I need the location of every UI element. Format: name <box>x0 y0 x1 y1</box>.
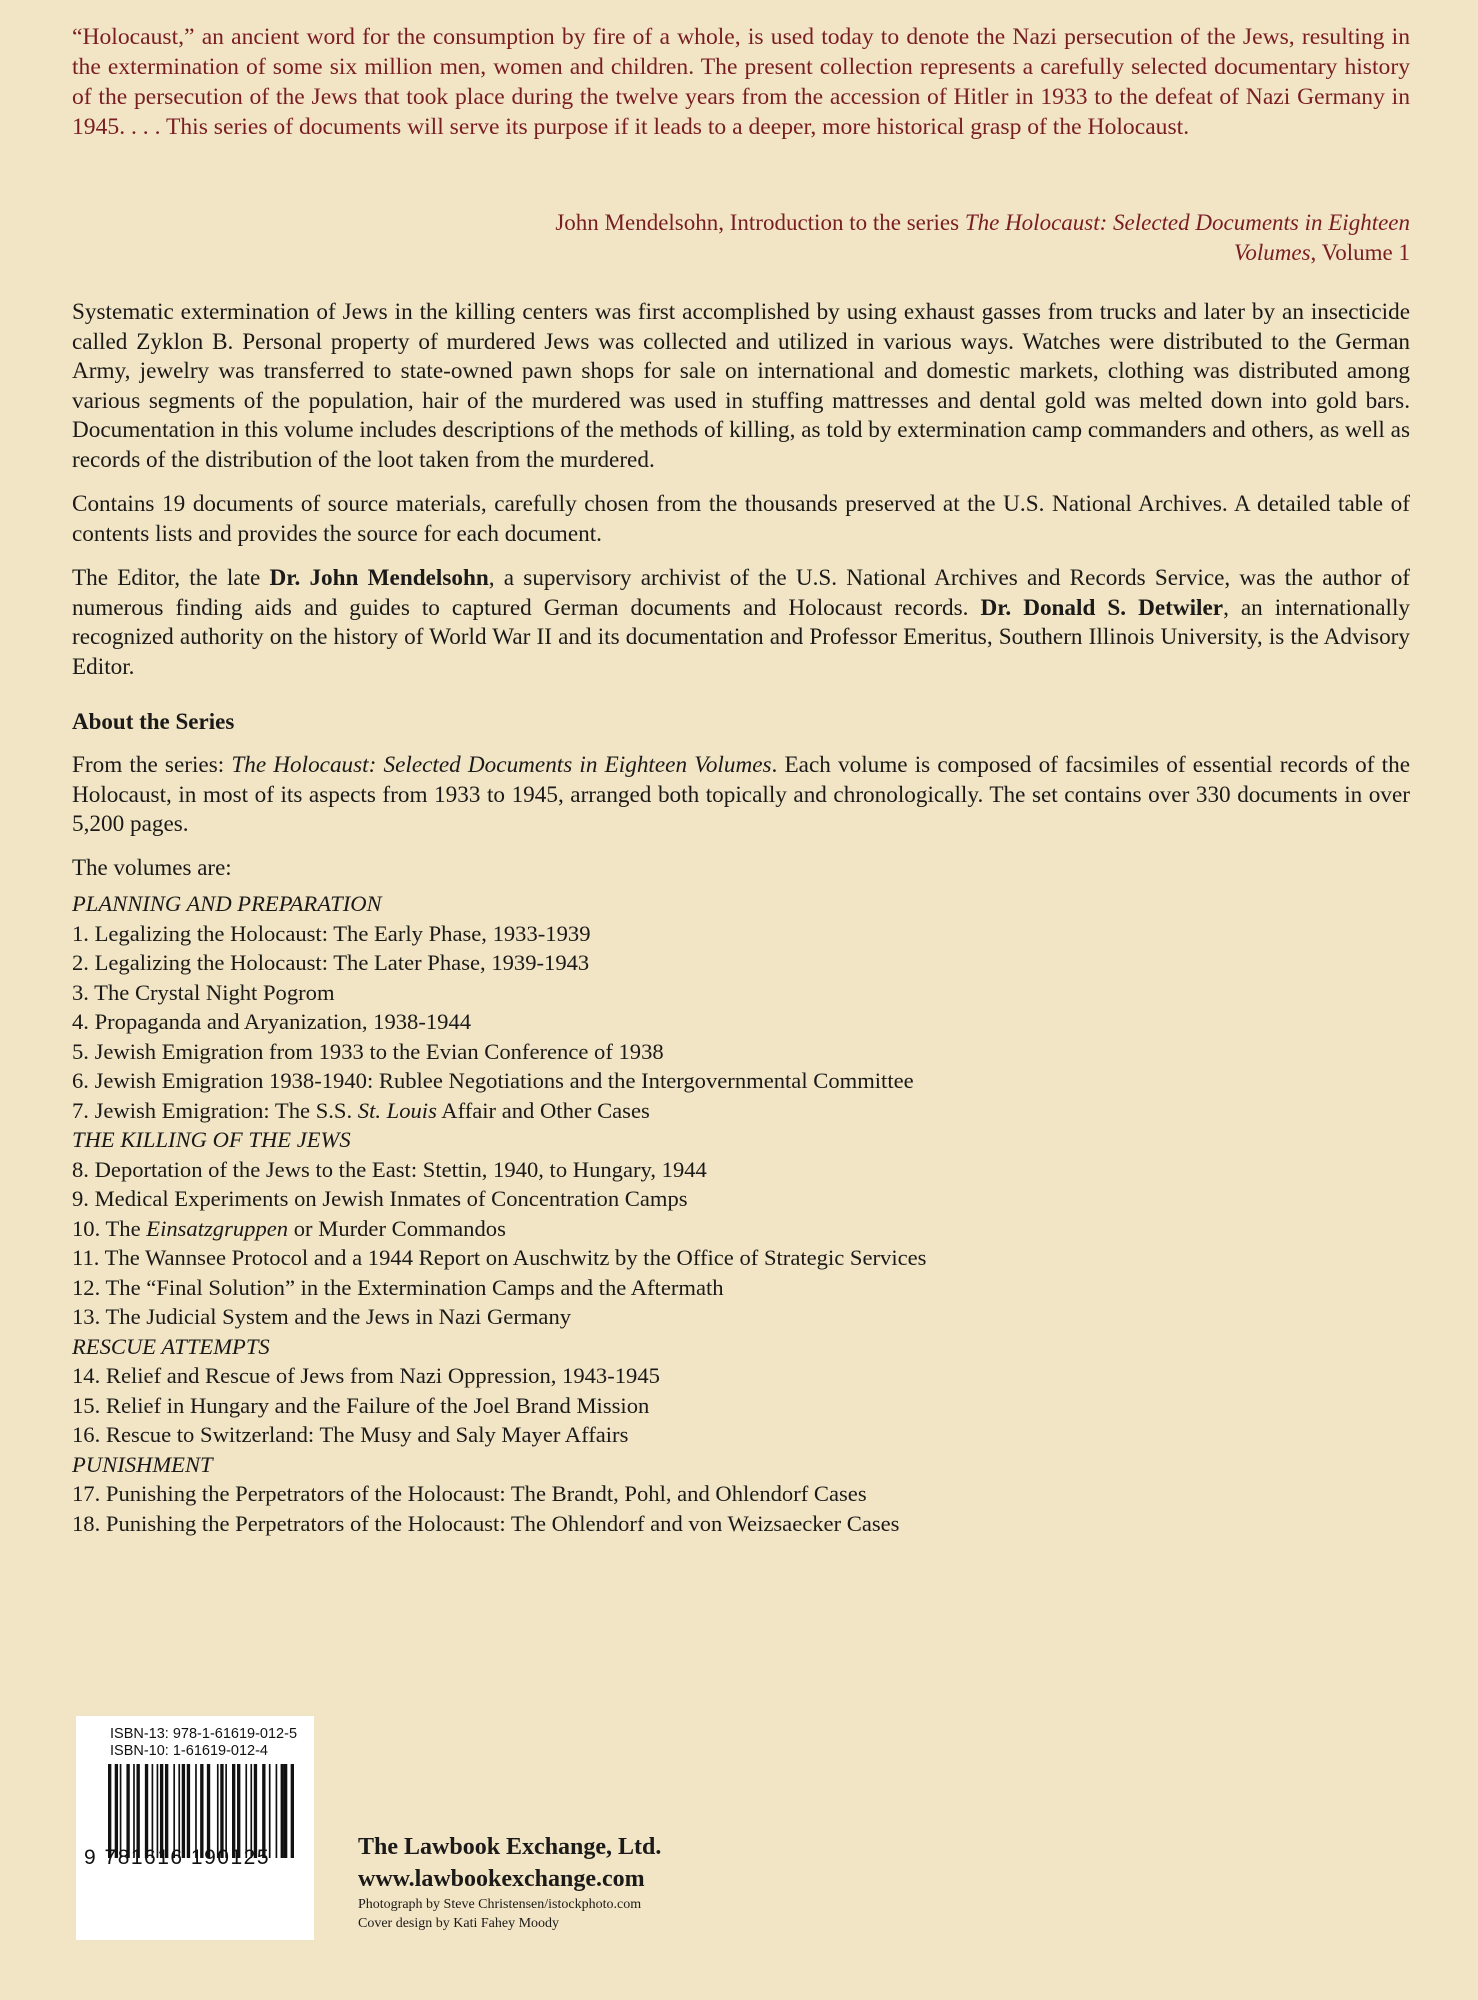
publisher-url: www.lawbookexchange.com <box>358 1866 645 1892</box>
volume-item-text: 2. Legalizing the Holocaust: The Later Phase, 1939-1943 <box>72 950 590 975</box>
volumes-intro: The volumes are: <box>72 855 232 880</box>
barcode-bar <box>152 1764 154 1858</box>
series-intro-prefix: From the series: <box>72 752 232 778</box>
volume-item-text-tail: or Murder Commandos <box>288 1215 506 1241</box>
volume-item-text: 6. Jewish Emigration 1938-1940: Rublee Negotiations and the Intergovernmental Committee <box>72 1068 914 1093</box>
volume-section-title: PUNISHMENT <box>72 1451 213 1477</box>
barcode-bar <box>291 1764 294 1858</box>
volume-item-text: 3. The Crystal Night Pogrom <box>72 979 335 1005</box>
barcode-bar <box>225 1764 227 1858</box>
volume-item <box>72 1273 1410 1303</box>
barcode-bar <box>173 1764 175 1858</box>
volume-item-text: 5. Jewish Emigration from 1933 to the Evian Conference of 1938 <box>72 1038 664 1064</box>
volume-item-text: 1. Legalizing the Holocaust: The Early Phase, 1933-1939 <box>72 920 591 946</box>
barcode-bar <box>200 1764 203 1858</box>
editor-prefix: The Editor, the late <box>72 565 270 591</box>
volume-item <box>72 1509 1410 1539</box>
volume-item-text: 7. Jewish Emigration: The S.S. <box>72 1097 358 1123</box>
barcode-bar <box>232 1764 235 1858</box>
volume-item-emphasis: Einsatzgruppen <box>146 1215 289 1241</box>
volume-item <box>72 1184 1410 1214</box>
isbn-13: ISBN-13: 978-1-61619-012-5 <box>110 1726 298 1742</box>
volume-item <box>72 1243 1410 1273</box>
volume-item <box>72 1007 1410 1037</box>
volume-item <box>72 1214 1410 1244</box>
volume-item-text: 4. Propaganda and Aryanization, 1938-1944 <box>72 1009 472 1034</box>
barcode-bar <box>182 1764 185 1858</box>
series-intro-suffix: . Each volume is composed of facsimiles of essential records of the Holocaust, in most of its aspects from 1933 to 1945, arranged both topically and chronologically. The set contains over 330 documents in over 5,200 pages. <box>72 752 1410 837</box>
advisor-suffix: , an internationally recognized authority on the history of World War II and its documentation and Professor Emeritus, Southern Illinois University, is the Advisory Editor. <box>72 594 1410 680</box>
volume-item <box>72 1155 1410 1185</box>
barcode-graphic <box>106 1764 296 1858</box>
barcode-bar <box>120 1764 122 1858</box>
publisher-name: The Lawbook Exchange, Ltd. <box>358 1834 662 1860</box>
volume-item-text: 11. The Wannsee Protocol and a 1944 Report on Auschwitz by the Office of Strategic Services <box>72 1245 927 1270</box>
barcode-bar <box>245 1764 247 1858</box>
isbn-10: ISBN-10: 1-61619-012-4 <box>110 1743 268 1759</box>
volume-item-text: 16. Rescue to Switzerland: The Musy and Saly Mayer Affairs <box>72 1422 629 1447</box>
volume-item <box>72 948 1410 978</box>
barcode-bar <box>145 1764 148 1858</box>
attribution-title: The Holocaust: Selected Documents in Eighteen Volumes <box>964 210 1410 265</box>
barcode-bar <box>165 1764 168 1858</box>
volume-list <box>72 889 1410 1538</box>
editor-name: Dr. John Mendelsohn <box>269 565 489 591</box>
volume-item <box>72 1420 1410 1450</box>
series-intro <box>72 751 1410 840</box>
barcode-bar <box>269 1764 271 1858</box>
isbn-barcode-box <box>76 1716 314 1940</box>
volume-item-text: 8. Deportation of the Jews to the East: Stettin, 1940, to Hungary, 1944 <box>72 1156 707 1182</box>
volume-item-text: 10. The <box>72 1215 147 1241</box>
barcode-bar <box>115 1764 118 1858</box>
epigraph-quote: “Holocaust,” an ancient word for the consumption by fire of a whole, is used today to denote the Nazi persecution of the Jews, resulting in the extermination of some six million men, women and children. The present collection represents a carefully selected documentary history of the persecution of the Jews that took place during the twelve years from the accession of Hitler in 1933 to the defeat of Nazi Germany in 1945. . . . This series of documents will serve its purpose if it leads to a deeper, more historical grasp of the Holocaust. <box>72 24 1410 140</box>
barcode-bar <box>195 1764 197 1858</box>
barcode-bar <box>108 1764 111 1858</box>
volume-section-title: PLANNING AND PREPARATION <box>72 891 382 916</box>
barcode-bar <box>136 1764 139 1858</box>
barcode-bar <box>178 1764 180 1858</box>
volume-item <box>72 1391 1410 1421</box>
barcode-bar <box>217 1764 219 1858</box>
volume-item-text: 18. Punishing the Perpetrators of the Holocaust: The Ohlendorf and von Weizsaecker Cases <box>72 1510 900 1536</box>
epigraph-attribution <box>510 208 1410 268</box>
barcode-bar <box>187 1764 190 1858</box>
editor-middle: , a supervisory archivist of the U.S. National Archives and Records Service, was the author of numerous finding aids and guides to captured German documents and Holocaust records. <box>72 565 1411 621</box>
barcode-bar <box>250 1764 252 1858</box>
description-paragraph-2: Contains 19 documents of source materials, carefully chosen from the thousands preserved at the U.S. National Archives. A detailed table of contents lists and provides the source for each document. <box>72 491 1410 547</box>
advisor-name: Dr. Donald S. Detwiler <box>980 594 1224 621</box>
barcode-bar <box>133 1764 135 1858</box>
attribution-prefix: John Mendelsohn, Introduction to the series <box>555 210 965 235</box>
volume-item-text-tail: Affair and Other Cases <box>436 1097 650 1123</box>
description-paragraph-1: Systematic extermination of Jews in the killing centers was first accomplished by using exhaust gasses from trucks and later by an insecticide called Zyklon B. Personal property of murdered Jews was collected and utilized in various ways. Watches were distributed to the German Army, jewelry was transferred to state-owned pawn shops for sale on international and domestic markets, clothing was distributed among various segments of the population, hair of the murdered was used in stuffing mattresses and dental gold was melted down into gold bars. Documentation in this volume includes descriptions of the methods of killing, as told by extermination camp commanders and others, as well as records of the distribution of the loot taken from the murdered. <box>72 299 1410 473</box>
publisher-block <box>358 1831 661 1933</box>
photo-credit: Photograph by Steve Christensen/istockphoto.com <box>358 1897 642 1912</box>
volume-item-emphasis: St. Louis <box>357 1097 437 1123</box>
barcode-bar <box>237 1764 240 1858</box>
barcode-bar <box>284 1764 287 1858</box>
volume-item-text: 17. Punishing the Perpetrators of the Holocaust: The Brandt, Pohl, and Ohlendorf Cases <box>72 1481 867 1506</box>
barcode-bar <box>254 1764 257 1858</box>
barcode-bar <box>157 1764 159 1858</box>
volume-item-text: 15. Relief in Hungary and the Failure of the Joel Brand Mission <box>72 1392 650 1418</box>
volume-item <box>72 1096 1410 1126</box>
volume-item <box>72 978 1410 1008</box>
series-intro-title: The Holocaust: Selected Documents in Eighteen Volumes <box>231 752 772 778</box>
volume-item <box>72 1037 1410 1067</box>
volume-item-text: 13. The Judicial System and the Jews in Nazi Germany <box>72 1304 572 1329</box>
volume-item <box>72 1302 1410 1332</box>
barcode-bar <box>281 1764 284 1858</box>
volume-item-text: 12. The “Final Solution” in the Extermination Camps and the Aftermath <box>72 1274 724 1300</box>
volume-item-text: 14. Relief and Rescue of Jews from Nazi Oppression, 1943-1945 <box>72 1363 660 1388</box>
barcode-bar <box>160 1764 163 1858</box>
volume-item <box>72 919 1410 949</box>
barcode-bar <box>220 1764 223 1858</box>
attribution-suffix: , Volume 1 <box>1310 240 1410 265</box>
barcode-bar <box>262 1764 265 1858</box>
volume-section-title: THE KILLING OF THE JEWS <box>72 1127 351 1152</box>
editor-paragraph <box>72 564 1410 682</box>
volume-item <box>72 1066 1410 1096</box>
barcode-bar <box>207 1764 210 1858</box>
volume-item <box>72 1361 1410 1391</box>
design-credit: Cover design by Kati Fahey Moody <box>358 1916 560 1931</box>
volume-item <box>72 1479 1410 1509</box>
volume-item-text: 9. Medical Experiments on Jewish Inmates of Concentration Camps <box>72 1186 688 1211</box>
barcode-bar <box>126 1764 129 1858</box>
about-series-heading: About the Series <box>72 709 235 734</box>
barcode-digits: 9 781616 190125 <box>84 1846 270 1869</box>
volume-section-title: RESCUE ATTEMPTS <box>72 1333 270 1359</box>
barcode-bar <box>276 1764 278 1858</box>
